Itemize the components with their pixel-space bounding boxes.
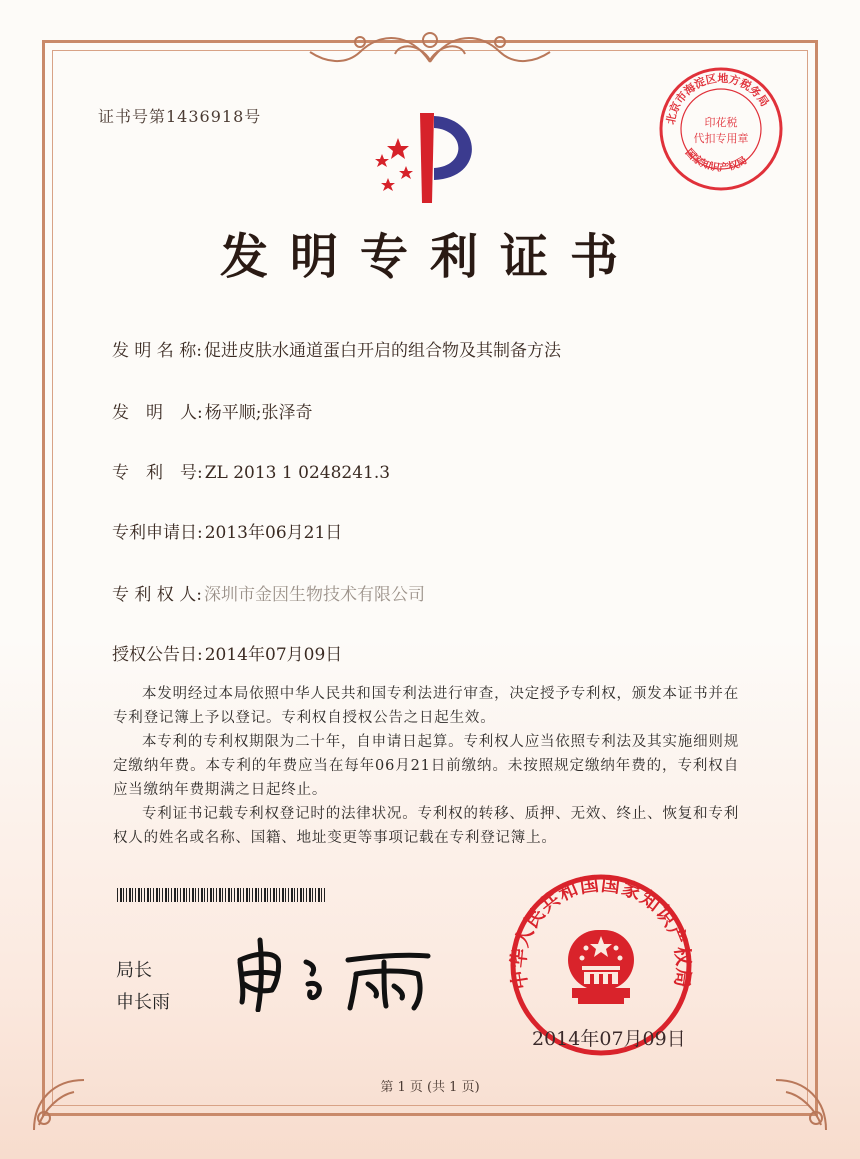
svg-text:国家知识产权局 [683, 146, 749, 174]
tax-stamp-seal [656, 64, 786, 194]
certificate-body [113, 682, 739, 850]
body-paragraph: 专利证书记载专利权登记时的法律状况。专利权的转移、质押、无效、终止、恢复和专利权人的姓名或名称、国籍、地址变更等事项记载在专利登记簿上。 [113, 806, 739, 846]
field-grant-date [112, 640, 342, 665]
field-label: 专利申请日: [112, 523, 203, 543]
certificate-number: 证书号第1436918号 [98, 107, 262, 126]
field-label: 发 明 名 称: [112, 341, 202, 361]
signatory-name: 申长雨 [116, 992, 170, 1013]
field-label: 专 利 号: [112, 463, 203, 483]
body-paragraph: 本发明经过本局依照中华人民共和国专利法进行审查，决定授予专利权，颁发本证书并在专利登记簿上予以登记。专利权自授权公告之日起生效。 [113, 686, 739, 726]
signatory-title: 局长 [116, 960, 152, 981]
field-value: 深圳市金因生物技术有限公司 [203, 585, 425, 605]
handwritten-signature [228, 932, 448, 1012]
field-value: 促进皮肤水通道蛋白开启的组合物及其制备方法 [203, 341, 561, 361]
tax-stamp-outer-text: 北京市海淀区地方税务局 [664, 71, 772, 126]
field-invention-name [112, 336, 561, 361]
field-label: 授权公告日: [112, 645, 203, 665]
field-value: ZL 2013 1 0248241.3 [204, 463, 391, 483]
field-label: 专 利 权 人: [112, 585, 202, 605]
field-value: 2013年06月21日 [204, 523, 343, 543]
field-patent-number [112, 458, 390, 483]
tax-stamp-bottom-text: 国家知识产权局 [682, 147, 750, 174]
body-paragraph: 本专利的专利权期限为二十年，自申请日起算。专利权人应当依照专利法及其实施细则规定缴纳年费。本专利的年费应当在每年06月21日前缴纳。未按照规定缴纳年费的，专利权自应当缴纳年费期满之日起终止。 [113, 734, 739, 798]
field-application-date [112, 518, 342, 543]
page-footer: 第 1 页 (共 1 页) [380, 1080, 480, 1095]
field-patentee [112, 580, 425, 605]
field-label: 发 明 人: [112, 403, 203, 423]
page-title: 发明专利证书 [219, 229, 640, 285]
seal-date: 2014年07月09日 [532, 1028, 686, 1050]
patent-office-logo-icon [362, 108, 492, 208]
field-value: 2014年07月09日 [204, 645, 343, 665]
field-inventor [112, 398, 312, 423]
seal-text: 中华人民共和国国家知识产权局 [507, 873, 695, 991]
barcode [117, 888, 327, 902]
tax-stamp-inner-line2: 代扣专用章 [693, 132, 749, 145]
tax-stamp-inner-line1: 印花税 [704, 116, 738, 129]
field-value: 杨平顺;张泽奇 [204, 403, 313, 423]
top-ornament [300, 22, 560, 72]
